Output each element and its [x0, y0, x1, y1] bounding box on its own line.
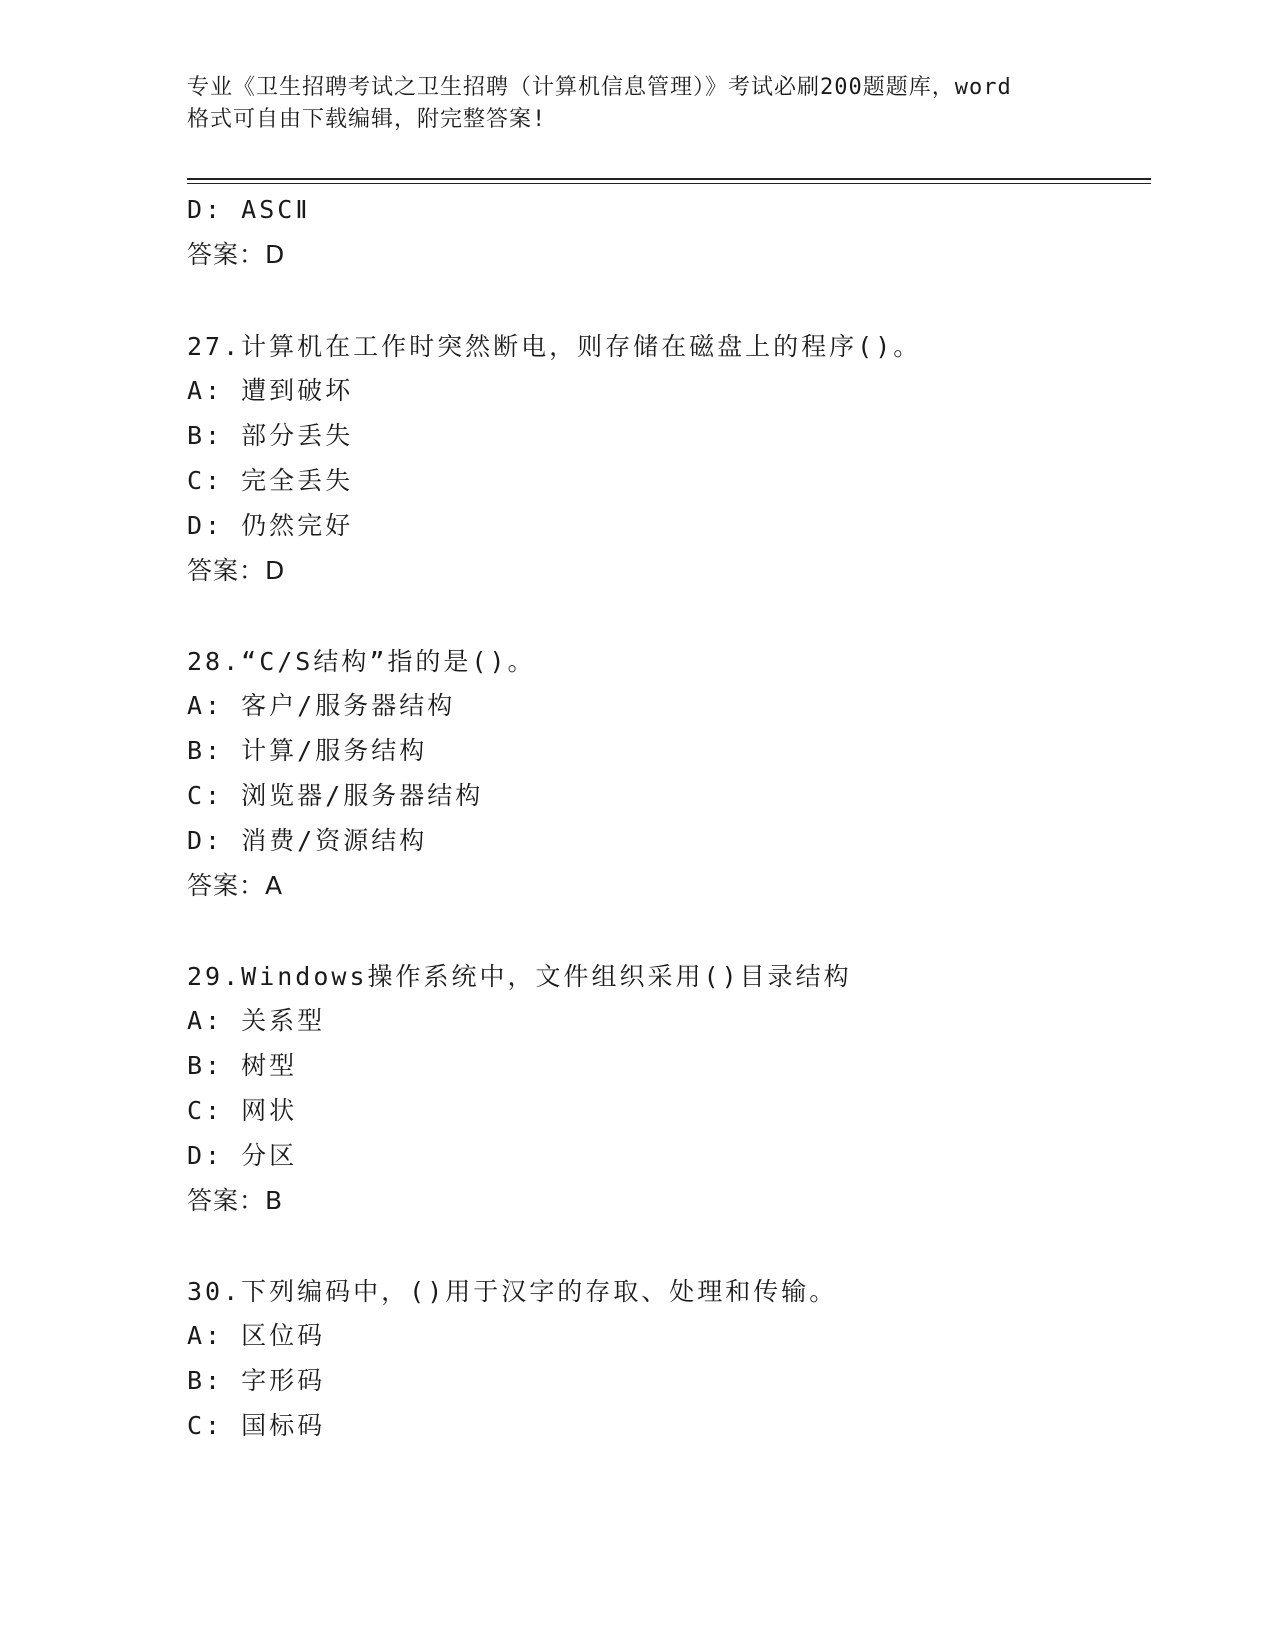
question-27-option-a: A: 遭到破坏: [187, 376, 354, 405]
question-28-option-c: C: 浏览器/服务器结构: [187, 781, 484, 810]
prev-answer: 答案：D: [187, 240, 286, 269]
header-divider-thick: [187, 178, 1151, 180]
prev-option-d: D: ASCⅡ: [187, 195, 311, 224]
question-29-option-b: B: 树型: [187, 1051, 298, 1080]
question-27-stem: 27.计算机在工作时突然断电，则存储在磁盘上的程序()。: [187, 332, 922, 361]
question-30-option-c: C: 国标码: [187, 1411, 326, 1440]
question-27-option-c: C: 完全丢失: [187, 466, 354, 495]
header-divider-thin: [187, 183, 1151, 184]
question-29-option-d: D: 分区: [187, 1141, 298, 1170]
question-28-option-d: D: 消费/资源结构: [187, 826, 428, 855]
question-30-option-b: B: 字形码: [187, 1366, 326, 1395]
question-28-option-a: A: 客户/服务器结构: [187, 691, 456, 720]
question-29-stem: 29.Windows操作系统中，文件组织采用()目录结构: [187, 962, 852, 991]
question-27-answer: 答案：D: [187, 556, 286, 585]
header-line-1: 专业《卫生招聘考试之卫生招聘（计算机信息管理）》考试必刷200题题库，word: [187, 75, 1012, 100]
question-30-option-a: A: 区位码: [187, 1321, 326, 1350]
document-header: [187, 72, 1087, 136]
question-27-option-d: D: 仍然完好: [187, 511, 354, 540]
question-29-option-a: A: 关系型: [187, 1006, 326, 1035]
question-27-option-b: B: 部分丢失: [187, 421, 354, 450]
question-28-option-b: B: 计算/服务结构: [187, 736, 428, 765]
question-29-option-c: C: 网状: [187, 1096, 298, 1125]
question-30-stem: 30.下列编码中，()用于汉字的存取、处理和传输。: [187, 1277, 838, 1306]
question-28-answer: 答案：A: [187, 871, 284, 900]
header-line-2: 格式可自由下载编辑，附完整答案!: [187, 107, 547, 132]
question-28-stem: 28.“C/S结构”指的是()。: [187, 647, 536, 676]
question-29-answer: 答案：B: [187, 1186, 284, 1215]
